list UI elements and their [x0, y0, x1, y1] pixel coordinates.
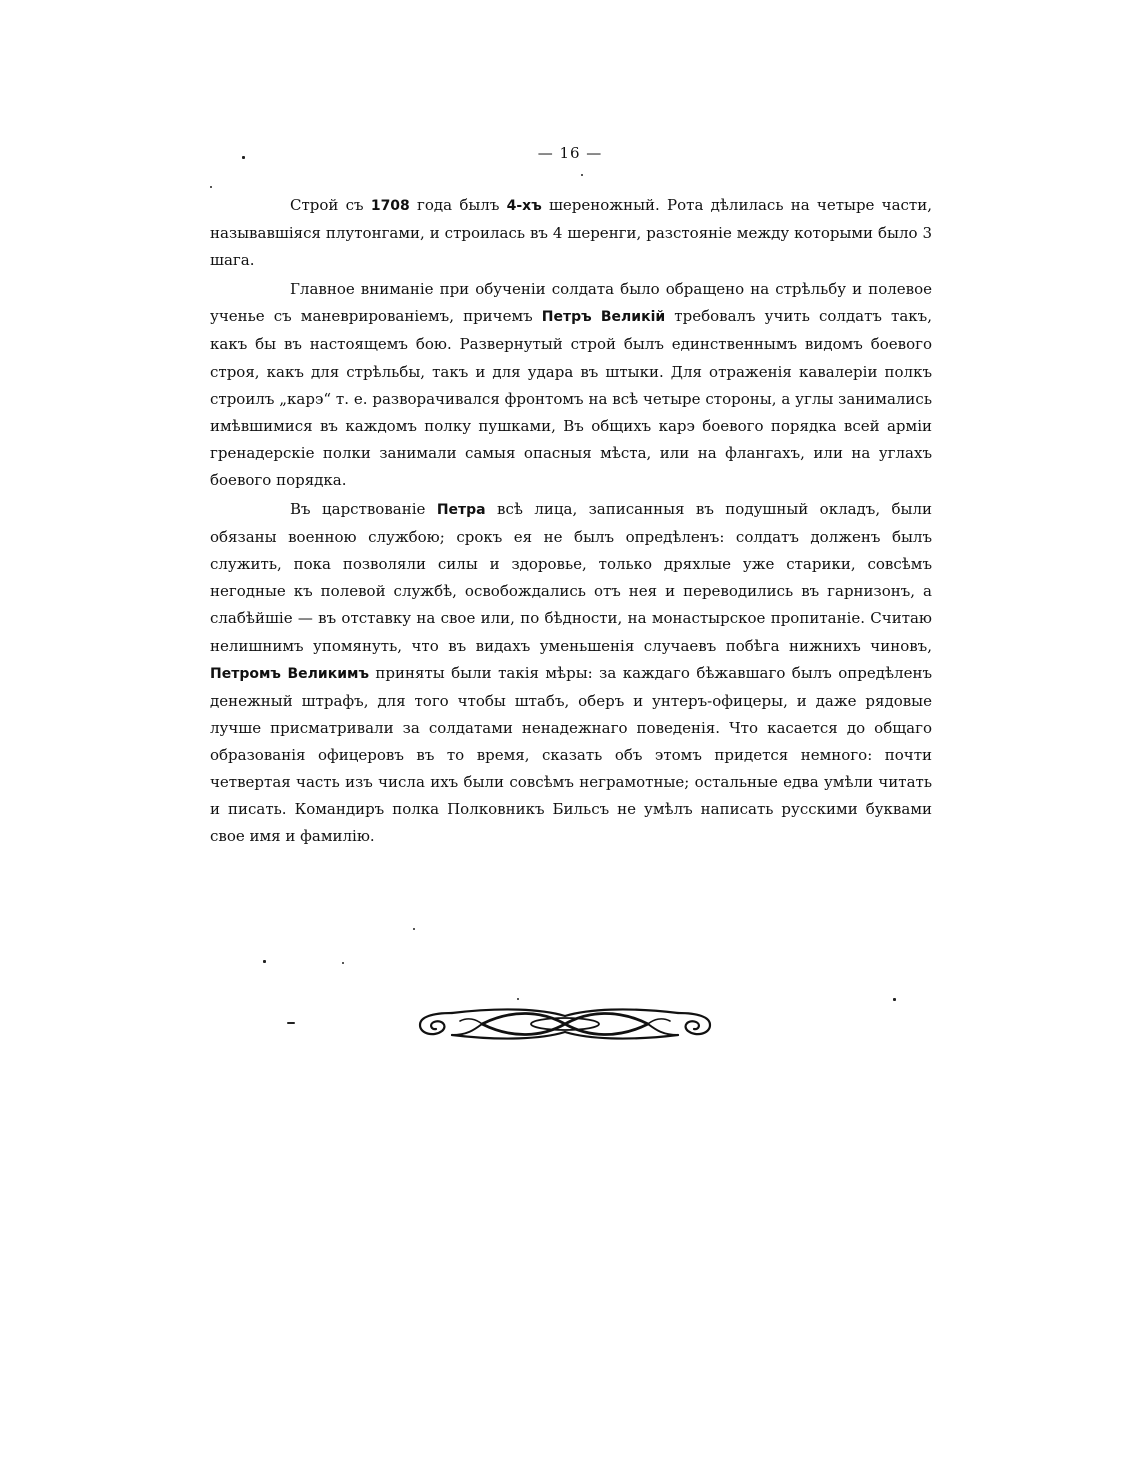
- page-number: — 16 —: [537, 144, 603, 162]
- bold-run: Петромъ Великимъ: [210, 665, 369, 682]
- scan-speck: [517, 998, 519, 1000]
- bold-run: Петръ Великій: [541, 309, 666, 326]
- scan-speck: [581, 174, 583, 176]
- bold-run: 1708: [370, 198, 410, 214]
- text-run: шереножный. Рота дѣлилась на четыре части, называвшіяся плутонгами, и строилась въ 4 шеренги, разстояніе между которыми было 3 шага.: [210, 196, 932, 270]
- text-run: требовалъ учить солдатъ такъ, какъ бы въ настоящемъ бою. Развернутый строй былъ единственнымъ видомъ боевого строя, какъ для стрѣльбы, такъ и для удара въ штыки. Для отраженія кавалеріи полкъ строилъ „карэ“ т. е. разворачивался фронтомъ на всѣ четыре стороны, а углы занимались имѣвшимися въ каждомъ полку пушками, Въ общихъ карэ боевого порядка всей арміи гренадерскіе полки занимали самыя опасныя мѣста, или на флангахъ, или на углахъ боевого порядка.: [210, 307, 932, 489]
- text-body: [210, 192, 932, 852]
- text-run: года былъ: [409, 196, 507, 214]
- scan-speck: [263, 960, 266, 963]
- scan-speck: [413, 928, 415, 930]
- bold-run: Петра: [436, 502, 486, 519]
- scan-speck: [210, 186, 212, 188]
- bold-run: 4-хъ: [506, 198, 542, 214]
- paragraph-1: [210, 192, 932, 274]
- text-run: Строй съ: [290, 196, 371, 214]
- scan-speck: [342, 962, 344, 964]
- paragraph-2: [210, 276, 932, 494]
- text-run: Въ царствованіе: [290, 500, 437, 519]
- ornament-divider-icon: [412, 1003, 718, 1045]
- paragraph-3: [210, 496, 932, 850]
- scan-speck: [893, 998, 896, 1001]
- text-run: приняты были такія мѣры: за каждаго бѣжавшаго былъ опредѣленъ денежный штрафъ, для того чтобы штабъ, оберъ и унтеръ-офицеры, и даже рядовые лучше присматривали за солдатами ненадежнаго поведенія. Что касается до общаго образованія офицеровъ въ то время, сказать объ этомъ придется немного: почти четвертая часть изъ числа ихъ были совсѣмъ неграмотные; остальные едва умѣли читать и писать. Командиръ полка Полковникъ Бильсъ не умѣлъ написать русскими буквами свое имя и фамилію.: [210, 663, 933, 846]
- scan-speck: [242, 156, 245, 159]
- text-run: Главное вниманіе при обученіи солдата было обращено на стрѣльбу и полевое ученье съ маневрированіемъ, причемъ: [210, 280, 932, 326]
- text-run: всѣ лица, записанныя въ подушный окладъ, были обязаны военною службою; срокъ ея не былъ опредѣленъ: солдатъ долженъ былъ служить, пока позволяли силы и здоровье, только дряхлые уже старики, совсѣмъ негодные къ полевой службѣ, освобождались отъ нея и переводились въ гарнизонъ, а слабѣйшіе — въ отставку на свое или, по бѣдности, на монастырское пропитаніе. Считаю нелишнимъ упомянуть, что въ видахъ уменьшенія случаевъ побѣга нижнихъ чиновъ,: [210, 500, 933, 655]
- scan-speck: [287, 1022, 295, 1024]
